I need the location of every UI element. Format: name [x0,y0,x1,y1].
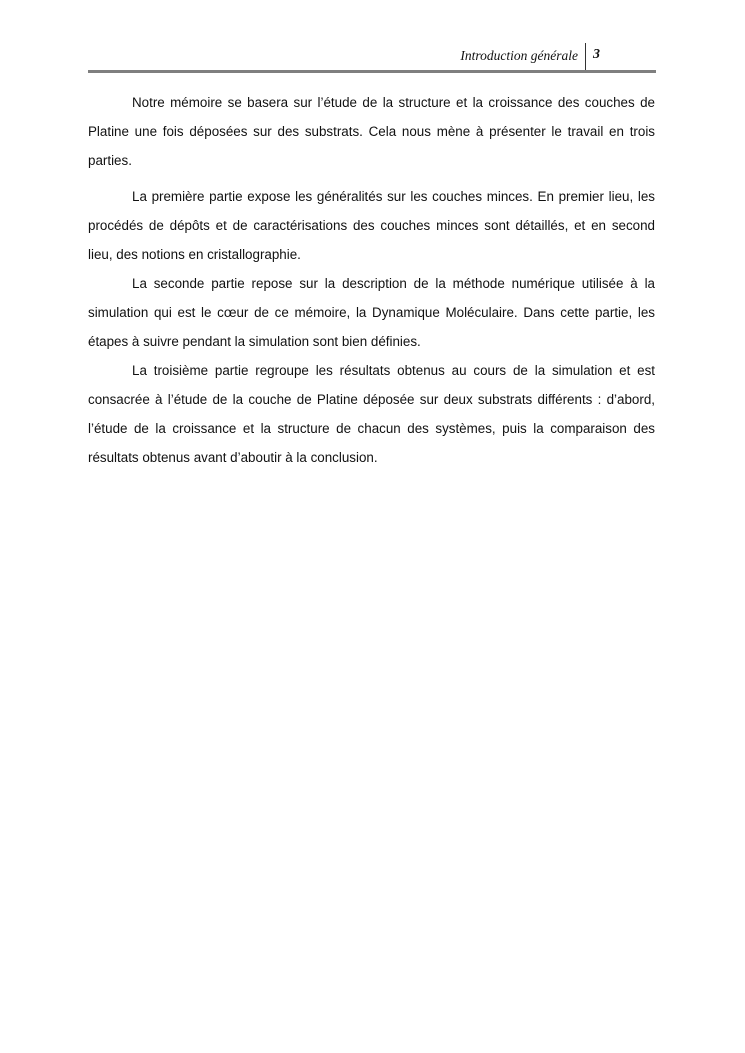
paragraph-part-two: La seconde partie repose sur la description de la méthode numérique utilisée à la simulation qui est le cœur de ce mémoire, la Dynamique Moléculaire. Dans cette partie, les étapes à suivre pendant la simulation sont bien définies. [88,276,655,349]
page-number: 3 [593,47,600,62]
paragraph-part-three: La troisième partie regroupe les résultats obtenus au cours de la simulation et est consacrée à l’étude de la couche de Platine déposée sur deux substrats différents : d’abord, l’étude de la croissance et la structure de chacun des systèmes, puis la comparaison des résultats obtenus avant d’aboutir à la conclusion. [88,363,655,465]
body-text [88,88,655,472]
header-rule [88,70,656,73]
paragraph-part-one: La première partie expose les généralités sur les couches minces. En premier lieu, les procédés de dépôts et de caractérisations des couches minces sont détaillés, et en second lieu, des notions en cristallographie. [88,189,655,262]
header-divider [585,43,586,71]
page-header [88,43,656,71]
paragraph-intro: Notre mémoire se basera sur l’étude de la structure et la croissance des couches de Platine une fois déposées sur des substrats. Cela nous mène à présenter le travail en trois parties. [88,95,655,168]
running-header-title: Introduction générale [460,48,578,63]
